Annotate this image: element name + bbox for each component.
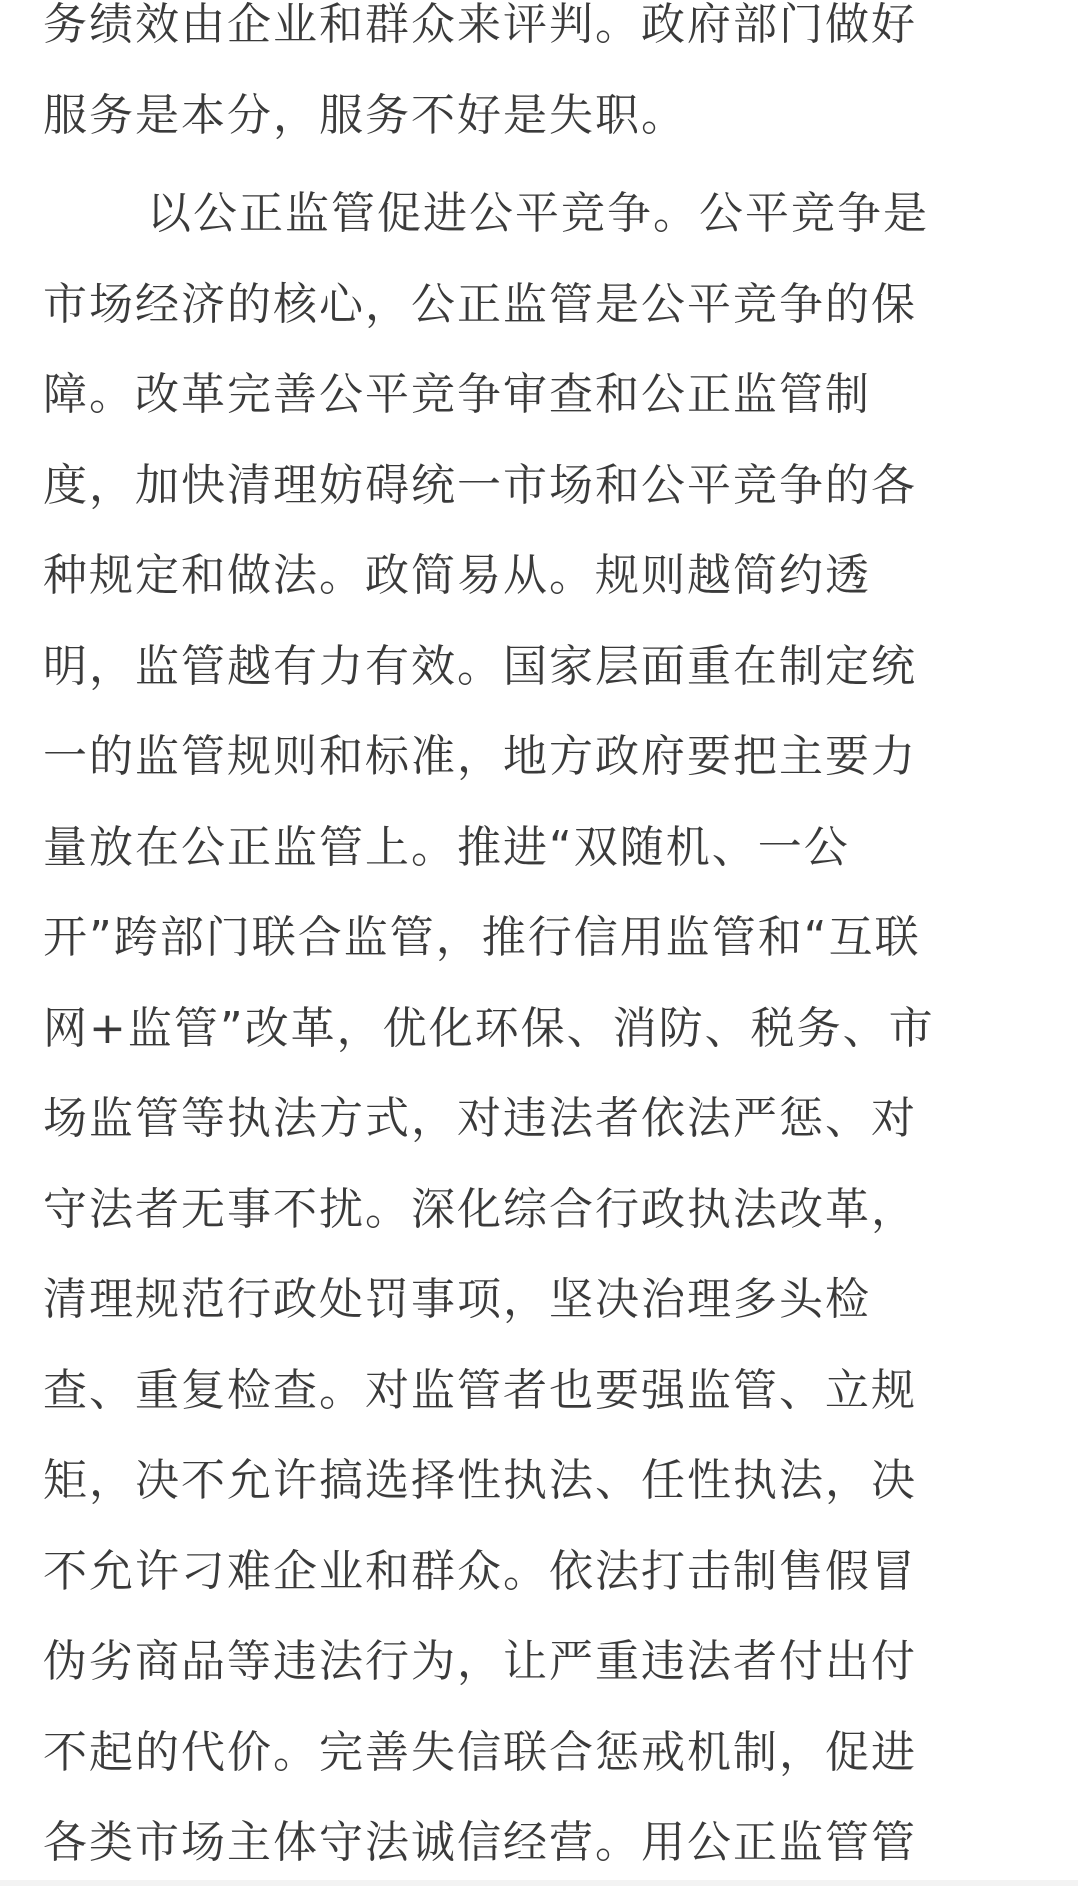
- text-line: 查、重复检查。对监管者也要强监管、立规: [43, 1364, 917, 1416]
- text-line: 明，监管越有力有效。国家层面重在制定统: [43, 640, 917, 692]
- article-paragraph: [43, 0, 1043, 161]
- text-line: 量放在公正监管上。推进“双随机、一公: [43, 821, 850, 873]
- text-line: 市场经济的核心，公正监管是公平竞争的保: [43, 278, 917, 330]
- text-line: 种规定和做法。政简易从。规则越简约透: [43, 550, 871, 601]
- text-line: 度，加快清理妨碍统一市场和公平竞争的各: [43, 459, 917, 511]
- text-line: 守法者无事不扰。深化综合行政执法改革，: [43, 1183, 917, 1235]
- article-body: [43, 0, 1043, 1889]
- text-line: 服务是本分，服务不好是失职。: [43, 89, 687, 141]
- bottom-edge: [0, 1880, 1078, 1886]
- text-line: 一的监管规则和标准，地方政府要把主要力: [43, 731, 917, 782]
- text-line: 务绩效由企业和群众来评判。政府部门做好: [43, 0, 917, 50]
- text-line: 矩，决不允许搞选择性执法、任性执法，决: [43, 1455, 917, 1506]
- text-line: 各类市场主体守法诚信经营。用公正监管管: [43, 1817, 917, 1868]
- text-line: 以公正监管促进公平竞争。公平竞争是: [147, 188, 929, 239]
- text-line: 不起的代价。完善失信联合惩戒机制，促进: [43, 1726, 917, 1778]
- text-line: 场监管等执法方式，对违法者依法严惩、对: [43, 1093, 917, 1144]
- text-line: 障。改革完善公平竞争审查和公正监管制: [43, 369, 871, 420]
- text-line: 不允许刁难企业和群众。依法打击制售假冒: [43, 1545, 917, 1597]
- text-line: 网+监管”改革，优化环保、消防、税务、市: [43, 1002, 935, 1054]
- text-line: 清理规范行政处罚事项，坚决治理多头检: [43, 1274, 871, 1325]
- text-line: 伪劣商品等违法行为，让严重违法者付出付: [43, 1636, 917, 1687]
- article-paragraph: [43, 169, 1043, 1889]
- text-line: 开”跨部门联合监管，推行信用监管和“互联: [43, 912, 921, 963]
